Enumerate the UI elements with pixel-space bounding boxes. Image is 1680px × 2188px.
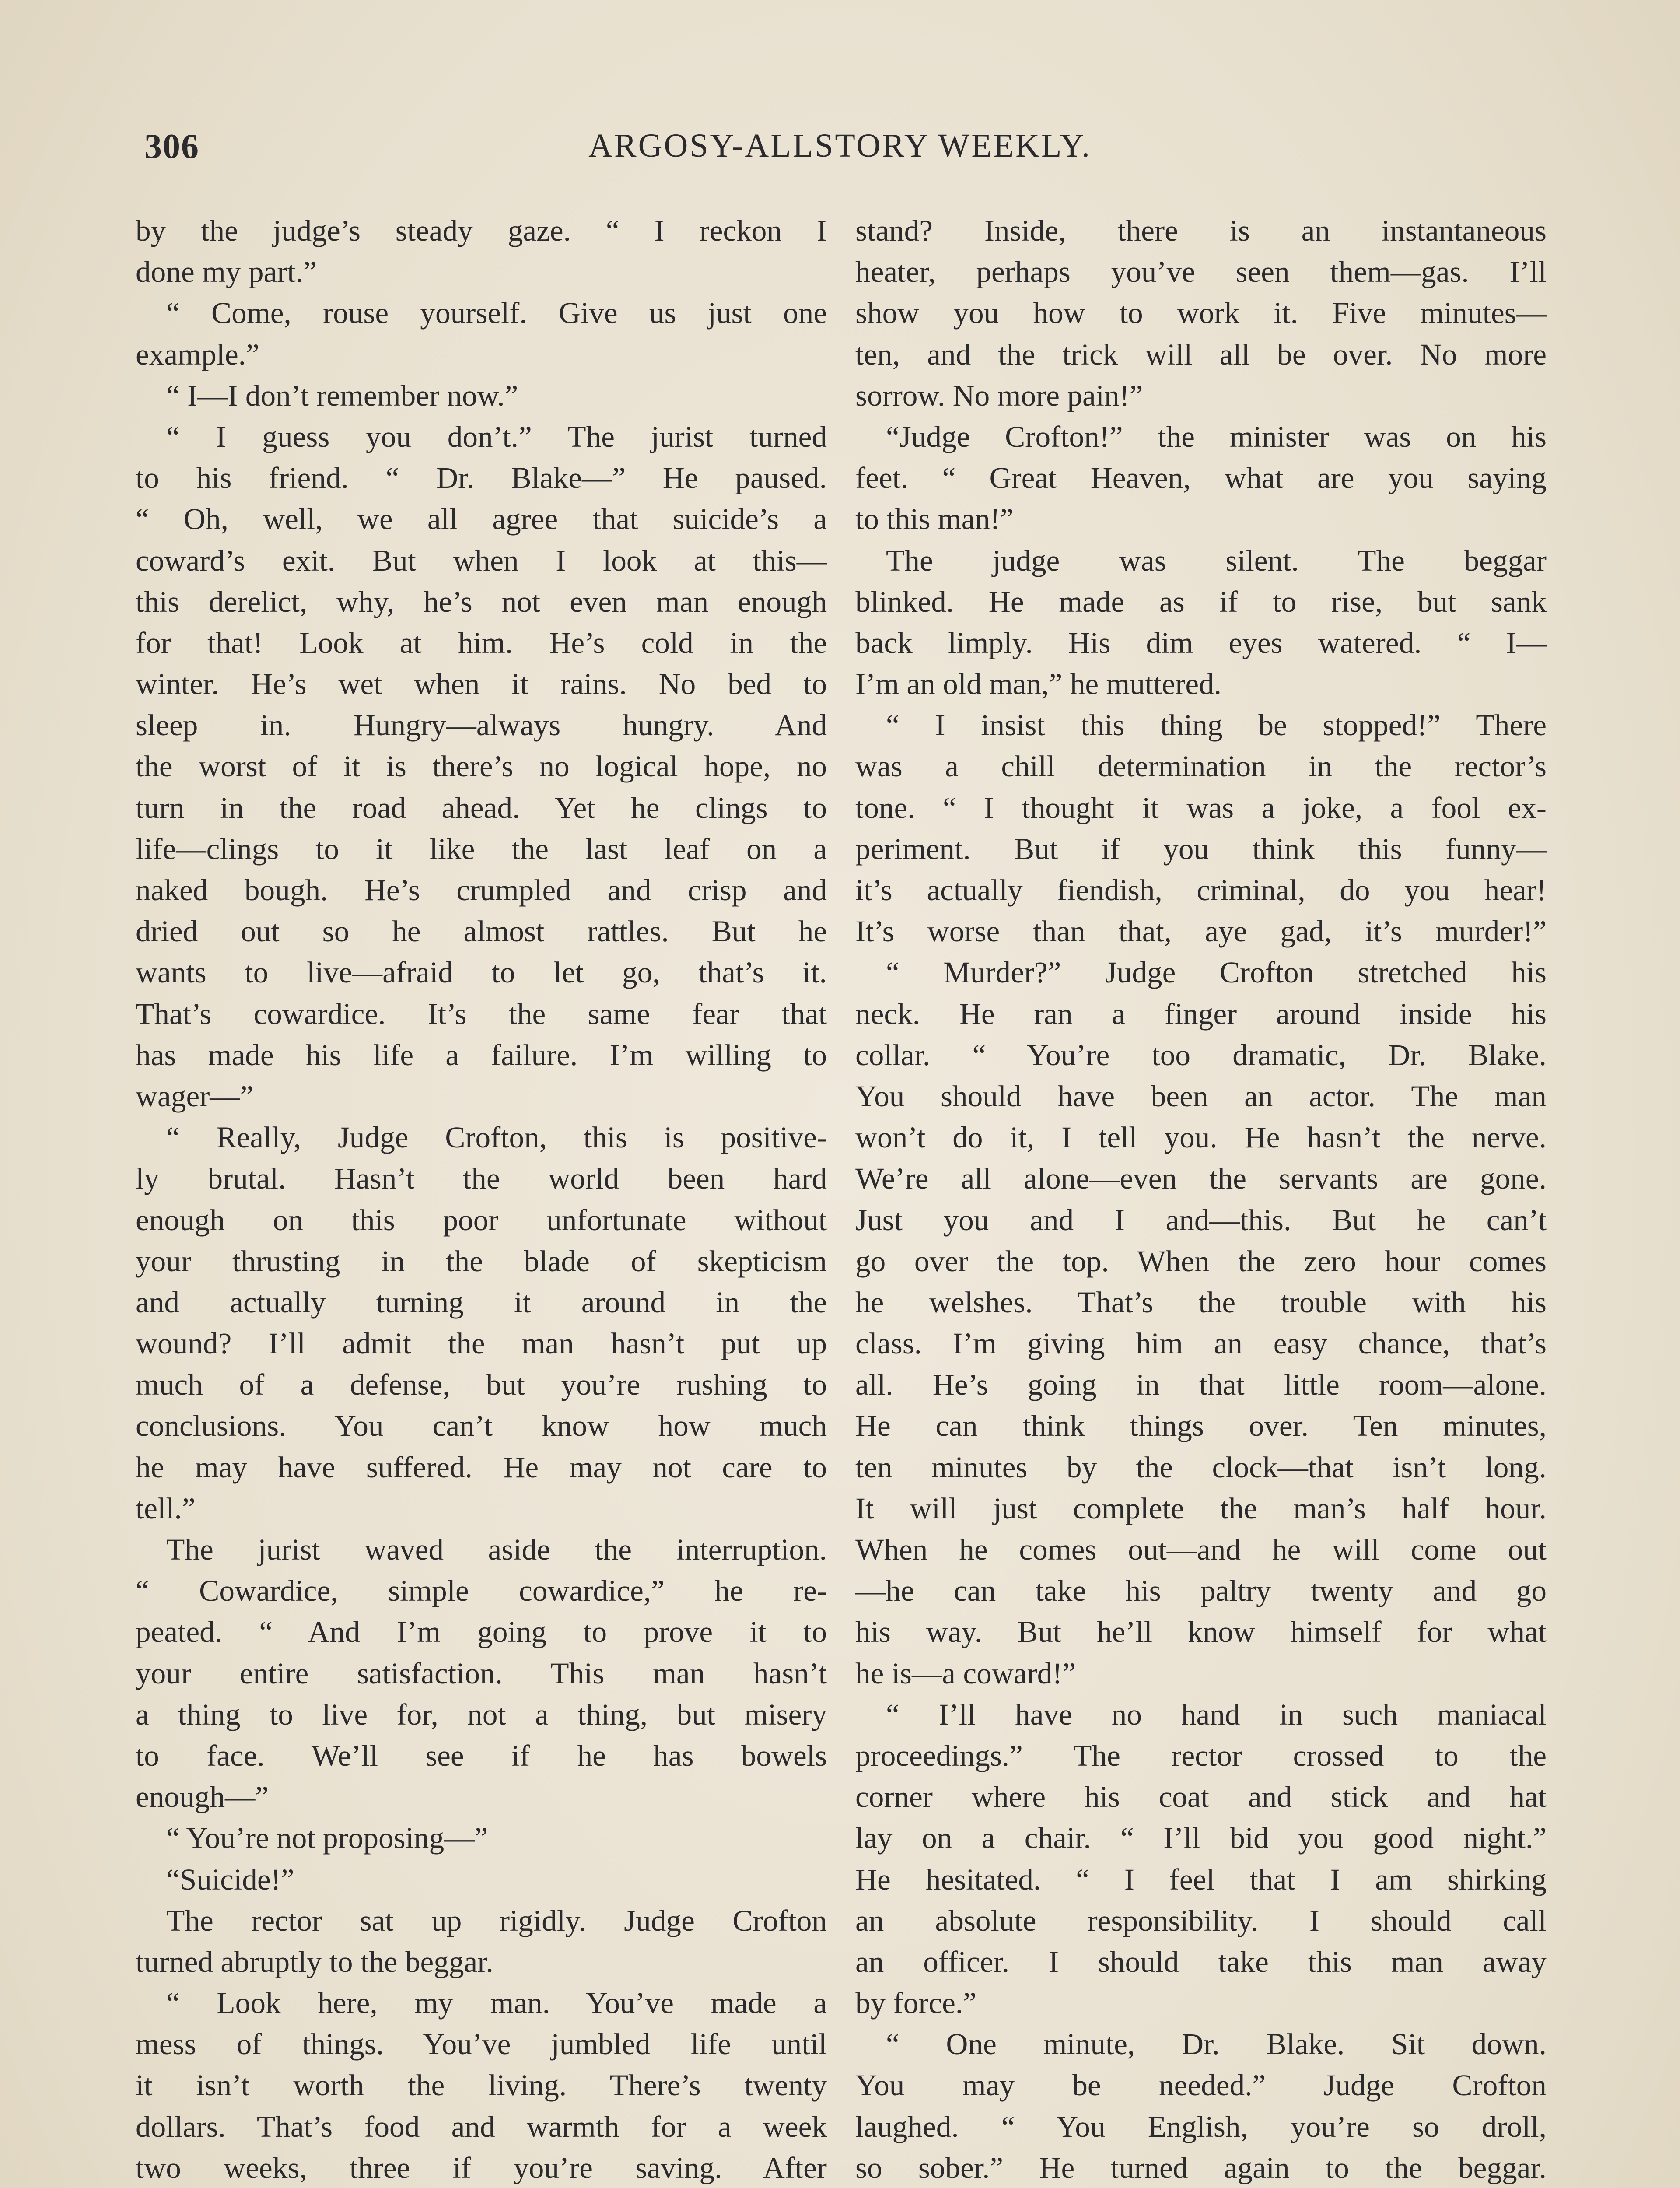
text-line: winter. He’s wet when it rains. No bed to <box>136 667 827 701</box>
text-line: laughed. “ You English, you’re so droll, <box>855 2109 1547 2143</box>
text-line: The rector sat up rigidly. Judge Crofton <box>166 1903 827 1937</box>
text-line: all. He’s going in that little room—alone. <box>855 1368 1547 1402</box>
text-line: wants to live—afraid to let go, that’s it. <box>136 955 827 989</box>
text-line: stand? Inside, there is an instantaneous <box>855 214 1547 247</box>
text-column-right <box>855 210 1547 2188</box>
text-line: You may be needed.” Judge Crofton <box>855 2068 1547 2102</box>
text-line: It’s worse than that, aye gad, it’s murder!” <box>855 914 1547 948</box>
text-line: wager—” <box>136 1079 254 1113</box>
text-line: and actually turning it around in the <box>136 1285 827 1319</box>
text-line: naked bough. He’s crumpled and crisp and <box>136 873 827 907</box>
text-line: The judge was silent. The beggar <box>886 543 1547 577</box>
text-line: “ I’ll have no hand in such maniacal <box>886 1697 1547 1731</box>
text-line: Just you and I and—this. But he can’t <box>855 1203 1547 1237</box>
text-line: for that! Look at him. He’s cold in the <box>136 625 827 659</box>
text-line: was a chill determination in the rector’s <box>855 749 1547 783</box>
text-line: it isn’t worth the living. There’s twenty <box>136 2068 827 2102</box>
text-line: coward’s exit. But when I look at this— <box>136 543 827 577</box>
text-line: example.” <box>136 337 259 371</box>
text-line: to this man!” <box>855 502 1014 536</box>
text-line: It will just complete the man’s half hour. <box>855 1491 1547 1525</box>
text-line: sleep in. Hungry—always hungry. And <box>136 708 827 742</box>
text-line: heater, perhaps you’ve seen them—gas. I’ll <box>855 255 1547 289</box>
text-line: the worst of it is there’s no logical hope, no <box>136 749 827 783</box>
text-line: this derelict, why, he’s not even man enough <box>136 584 827 618</box>
page-number: 306 <box>144 127 200 166</box>
text-line: your entire satisfaction. This man hasn’t <box>136 1656 827 1690</box>
text-line: back limply. His dim eyes watered. “ I— <box>855 625 1547 659</box>
text-line: to face. We’ll see if he has bowels <box>136 1738 827 1772</box>
text-line: to his friend. “ Dr. Blake—” He paused. <box>136 461 827 495</box>
text-line: turned abruptly to the beggar. <box>136 1944 494 1978</box>
text-line: corner where his coat and stick and hat <box>855 1780 1547 1814</box>
text-line: That’s cowardice. It’s the same fear that <box>136 996 827 1031</box>
text-line: feet. “ Great Heaven, what are you saying <box>855 461 1547 495</box>
text-line: so sober.” He turned again to the beggar. <box>855 2150 1547 2184</box>
text-line: wound? I’ll admit the man hasn’t put up <box>136 1326 827 1360</box>
text-line: it’s actually fiendish, criminal, do you hear! <box>855 873 1547 907</box>
text-line: dried out so he almost rattles. But he <box>136 914 827 948</box>
text-line: “ I insist this thing be stopped!” There <box>886 708 1547 742</box>
text-line: an officer. I should take this man away <box>855 1944 1547 1978</box>
text-line: “ Murder?” Judge Crofton stretched his <box>886 955 1547 989</box>
text-line: won’t do it, I tell you. He hasn’t the nerve. <box>855 1120 1547 1154</box>
text-line: He can think things over. Ten minutes, <box>855 1409 1547 1443</box>
text-line: periment. But if you think this funny— <box>855 831 1547 866</box>
text-line: peated. “ And I’m going to prove it to <box>136 1615 827 1649</box>
text-line: We’re all alone—even the servants are gone. <box>855 1161 1547 1196</box>
text-line: sorrow. No more pain!” <box>855 378 1143 412</box>
text-line: turn in the road ahead. Yet he clings to <box>136 790 827 824</box>
text-line: He hesitated. “ I feel that I am shirking <box>855 1862 1547 1896</box>
text-line: show you how to work it. Five minutes— <box>855 296 1547 330</box>
text-column-left <box>136 210 827 2188</box>
text-line: done my part.” <box>136 255 317 289</box>
text-line: blinked. He made as if to rise, but sank <box>855 584 1547 618</box>
text-line: he may have suffered. He may not care to <box>136 1450 827 1484</box>
text-line: life—clings to it like the last leaf on a <box>136 831 827 866</box>
text-line: I’m an old man,” he muttered. <box>855 667 1222 701</box>
page-header <box>144 127 1536 193</box>
text-line: “ Oh, well, we all agree that suicide’s a <box>136 502 827 536</box>
text-line: class. I’m giving him an easy chance, that’s <box>855 1326 1547 1360</box>
text-line: proceedings.” The rector crossed to the <box>855 1738 1547 1772</box>
text-line: a thing to live for, not a thing, but misery <box>136 1697 827 1731</box>
text-line: When he comes out—and he will come out <box>855 1532 1547 1566</box>
text-line: tone. “ I thought it was a joke, a fool ex- <box>855 790 1547 824</box>
text-line: ly brutal. Hasn’t the world been hard <box>136 1161 827 1196</box>
text-line: “ Look here, my man. You’ve made a <box>166 1986 827 2020</box>
text-line: You should have been an actor. The man <box>855 1079 1547 1113</box>
text-line: “ Cowardice, simple cowardice,” he re- <box>136 1574 827 1608</box>
text-line: he is—a coward!” <box>855 1656 1076 1690</box>
text-line: by force.” <box>855 1986 977 2020</box>
text-line: collar. “ You’re too dramatic, Dr. Blake. <box>855 1038 1547 1072</box>
text-line: his way. But he’ll know himself for what <box>855 1615 1547 1649</box>
text-line: ten, and the trick will all be over. No more <box>855 337 1547 371</box>
text-line: “ Really, Judge Crofton, this is positive- <box>166 1120 827 1154</box>
text-line: has made his life a failure. I’m willing to <box>136 1038 827 1072</box>
text-line: two weeks, three if you’re saving. After <box>136 2150 827 2184</box>
text-line: an absolute responsibility. I should call <box>855 1903 1547 1937</box>
text-line: “ Come, rouse yourself. Give us just one <box>166 296 827 330</box>
text-line: The jurist waved aside the interruption. <box>166 1532 827 1566</box>
text-line: ten minutes by the clock—that isn’t long. <box>855 1450 1547 1484</box>
text-line: enough—” <box>136 1780 269 1814</box>
text-line: “ I guess you don’t.” The jurist turned <box>166 419 827 453</box>
text-line: go over the top. When the zero hour comes <box>855 1244 1547 1278</box>
text-line: much of a defense, but you’re rushing to <box>136 1368 827 1402</box>
text-line: tell.” <box>136 1491 196 1525</box>
text-line: “ I—I don’t remember now.” <box>166 378 518 412</box>
running-title: ARGOSY-ALLSTORY WEEKLY. <box>588 127 1092 164</box>
text-line: “ You’re not proposing—” <box>166 1821 488 1855</box>
text-line: your thrusting in the blade of skepticism <box>136 1244 827 1278</box>
text-line: enough on this poor unfortunate without <box>136 1203 827 1237</box>
text-line: “Suicide!” <box>166 1862 294 1896</box>
text-line: “ One minute, Dr. Blake. Sit down. <box>886 2027 1547 2061</box>
text-line: he welshes. That’s the trouble with his <box>855 1285 1547 1319</box>
text-line: dollars. That’s food and warmth for a week <box>136 2109 827 2143</box>
text-line: neck. He ran a finger around inside his <box>855 996 1547 1031</box>
text-line: —he can take his paltry twenty and go <box>855 1574 1547 1608</box>
text-line: mess of things. You’ve jumbled life until <box>136 2027 827 2061</box>
text-line: conclusions. You can’t know how much <box>136 1409 827 1443</box>
text-line: by the judge’s steady gaze. “ I reckon I <box>136 214 827 247</box>
text-line: lay on a chair. “ I’ll bid you good night.” <box>855 1821 1547 1855</box>
text-line: “Judge Crofton!” the minister was on his <box>886 419 1547 453</box>
